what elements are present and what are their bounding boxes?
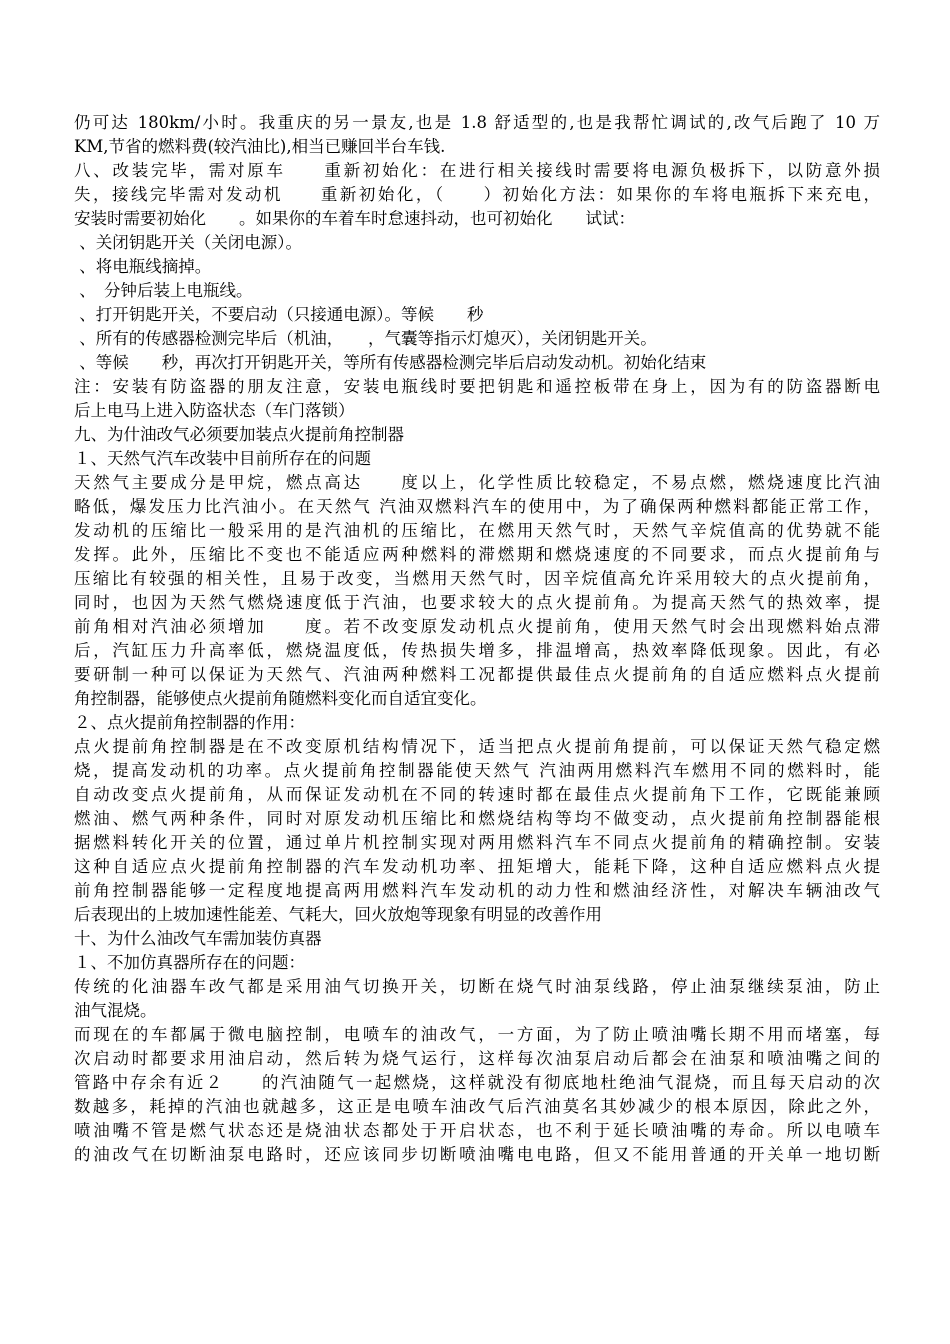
subsection-heading: １、不加仿真器所存在的问题：	[74, 953, 305, 972]
text-line: 后表现出的上坡加速性能差、气耗大，回火放炮等现象有明显的改善作用	[74, 905, 602, 924]
list-item: 、所有的传感器检测完毕后（机油， ，气囊等指示灯熄灭），关闭钥匙开关。	[74, 329, 657, 348]
text-line: 前角控制器能够一定程度地提高两用燃料汽车发动机的动力性和燃油经济性，对解决车辆油改气	[74, 881, 880, 900]
text-line: 压缩比有较强的相关性，且易于改变，当燃用天然气时，因辛烷值高允许采用较大的点火提前角，	[74, 569, 880, 588]
text-line: 同时，也因为天然气燃烧速度低于汽油，也要求较大的点火提前角。为提高天然气的热效率，提	[74, 593, 880, 612]
text-line: 这种自适应点火提前角控制器的汽车发动机功率、扭矩增大，能耗下降，这种自适应燃料点火提	[74, 857, 880, 876]
text-line: KM,节省的燃料费(较汽油比),相当已赚回半台车钱.	[74, 137, 446, 156]
text-line: 烧，提高发动机的功率。点火提前角控制器能使天然气 汽油两用燃料汽车燃用不同的燃料时，能	[74, 761, 880, 780]
text-line: 数越多，耗掉的汽油也就越多，这正是电喷车油改气后汽油莫名其妙减少的根本原因，除此之外，	[74, 1097, 880, 1116]
text-line: 前角相对汽油必须增加 度。若不改变原发动机点火提前角，使用天然气时会出现燃料始点滞	[74, 617, 880, 636]
text-line: 的油改气在切断油泵电路时，还应该同步切断喷油嘴电电路，但又不能用普通的开关单一地切断	[74, 1145, 880, 1164]
list-item: 、将电瓶线摘掉。	[74, 257, 212, 276]
text-line: 点火提前角控制器是在不改变原机结构情况下，适当把点火提前角提前，可以保证天然气稳定燃	[74, 737, 880, 756]
text-line: 自动改变点火提前角，从而保证发动机在不同的转速时都在最佳点火提前角下工作，它既能兼顾	[74, 785, 880, 804]
text-line: 据燃料转化开关的位置，通过单片机控制实现对两用燃料汽车不同点火提前角的精确控制。安装	[74, 833, 880, 852]
text-line: 油气混烧。	[74, 1001, 157, 1020]
note-line: 后上电马上进入防盗状态（车门落锁）	[74, 401, 355, 420]
text-line: 角控制器，能够使点火提前角随燃料变化而自适宜变化。	[74, 689, 487, 708]
text-line: 天然气主要成分是甲烷，燃点高达 度以上，化学性质比较稳定，不易点燃，燃烧速度比汽油	[74, 473, 880, 492]
list-item: 、等候 秒，再次打开钥匙开关，等所有传感器检测完毕后启动发动机。初始化结束	[74, 353, 707, 372]
section-heading-8: 八、改装完毕，需对原车 重新初始化：在进行相关接线时需要将电源负极拆下，以防意外损	[74, 161, 880, 180]
note-line: 注：安装有防盗器的朋友注意，安装电瓶线时要把钥匙和遥控板带在身上，因为有的防盗器断电	[74, 377, 880, 396]
text-line: 而现在的车都属于微电脑控制，电喷车的油改气，一方面，为了防止喷油嘴长期不用而堵塞，每	[74, 1025, 880, 1044]
text-line: 喷油嘴不管是燃气状态还是烧油状态都处于开启状态，也不利于延长喷油嘴的寿命。所以电喷车	[74, 1121, 880, 1140]
text-line: 安装时需要初始化 。如果你的车着车时怠速抖动，也可初始化 试试：	[74, 209, 635, 228]
text-line: 失，接线完毕需对发动机 重新初始化，（ ）初始化方法：如果你的车将电瓶拆下来充电，	[74, 185, 880, 204]
text-line: 发挥。此外，压缩比不变也不能适应两种燃料的滞燃期和燃烧速度的不同要求，而点火提前角与	[74, 545, 880, 564]
section-heading-9: 九、为什油改气必须要加装点火提前角控制器	[74, 425, 404, 444]
list-item: 、 分钟后装上电瓶线。	[74, 281, 253, 300]
text-line: 传统的化油器车改气都是采用油气切换开关，切断在烧气时油泵线路，停止油泵继续泵油，防止	[74, 977, 880, 996]
subsection-heading: １、天然气汽车改装中目前所存在的问题	[74, 449, 371, 468]
subsection-heading: ２、点火提前角控制器的作用：	[74, 713, 305, 732]
section-heading-10: 十、为什么油改气车需加装仿真器	[74, 929, 322, 948]
text-line: 次启动时都要求用油启动，然后转为烧气运行，这样每次油泵启动后都会在油泵和喷油嘴之间的	[74, 1049, 880, 1068]
text-line: 燃油、燃气两种条件，同时对原发动机压缩比和燃烧结构等均不做变动，点火提前角控制器能根	[74, 809, 880, 828]
text-line: 略低，爆发压力比汽油小。在天然气 汽油双燃料汽车的使用中，为了确保两种燃料都能正常工作，	[74, 497, 880, 516]
text-line: 仍可达 180km/小时。我重庆的另一景友,也是 1.8 舒适型的,也是我帮忙调试的,改气后跑了 10 万	[74, 113, 880, 132]
text-line: 管路中存余有近２ 的汽油随气一起燃烧，这样就没有彻底地杜绝油气混烧，而且每天启动的次	[74, 1073, 880, 1092]
text-line: 发动机的压缩比一般采用的是汽油机的压缩比，在燃用天然气时，天然气辛烷值高的优势就不能	[74, 521, 880, 540]
text-line: 后，汽缸压力升高率低，燃烧温度低，传热损失增多，排温增高，热效率降低现象。因此，有必	[74, 641, 880, 660]
text-line: 要研制一种可以保证为天然气、汽油两种燃料工况都提供最佳点火提前角的自适应燃料点火提前	[74, 665, 880, 684]
list-item: 、关闭钥匙开关（关闭电源）。	[74, 233, 302, 252]
list-item: 、打开钥匙开关，不要启动（只接通电源）。等候 秒	[74, 305, 484, 324]
document-page	[74, 111, 880, 1167]
